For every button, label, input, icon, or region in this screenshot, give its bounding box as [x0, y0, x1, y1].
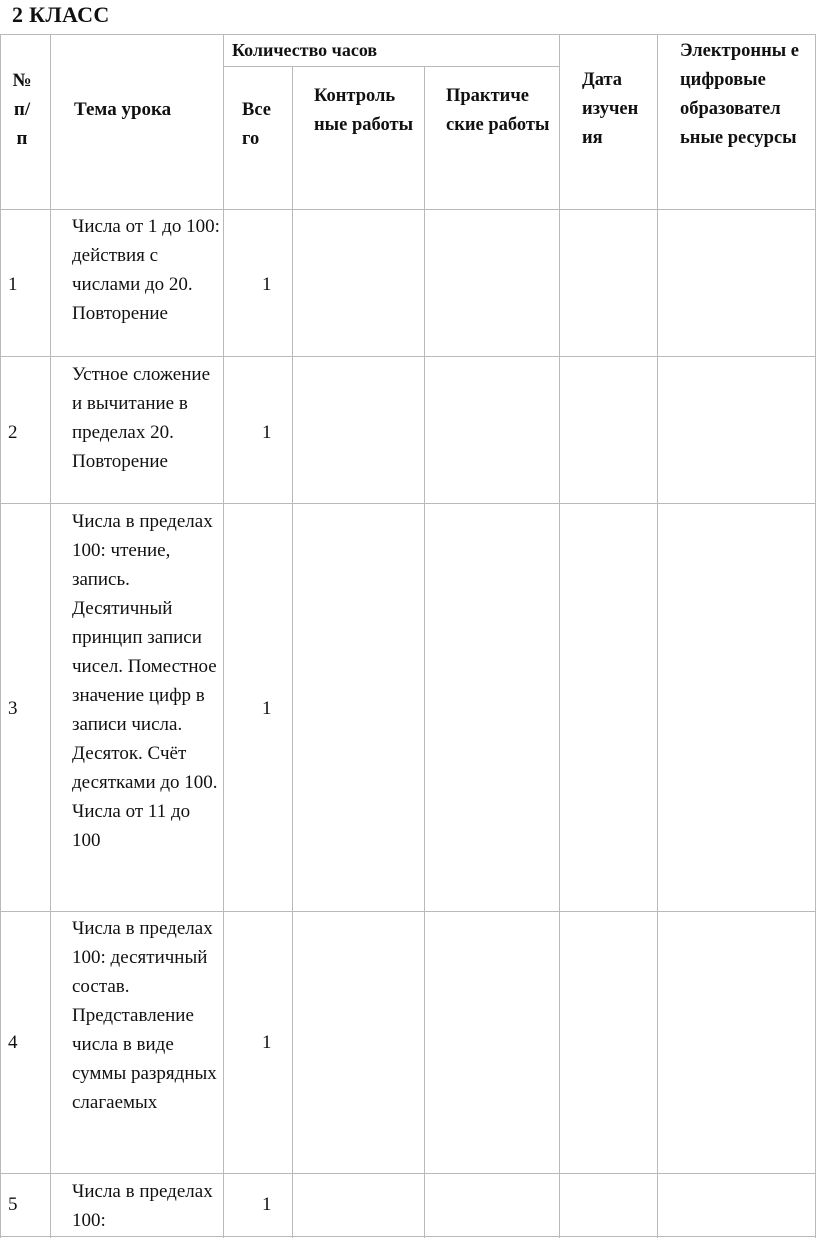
header-study-date: Дата изучен ия: [582, 70, 639, 148]
row-1-topic: Числа от 1 до 100: действия с числами до 20. Повторение: [72, 216, 220, 324]
header-practical-works: Практиче ские работы: [446, 86, 550, 135]
row-2-number: 2: [8, 422, 18, 443]
row-3-total: 1: [262, 698, 272, 719]
header-digital-resources: Электронны е цифровые образовател ьные ресурсы: [680, 41, 800, 148]
header-control-works: Контроль ные работы: [314, 86, 414, 135]
header-total: Все го: [242, 100, 271, 149]
row-4-topic: Числа в пределах 100: десятичный состав. Представление числа в виде суммы разрядных слагаемых: [72, 918, 217, 1113]
row-1-number: 1: [8, 274, 18, 295]
row-3-number: 3: [8, 698, 18, 719]
header-hours-group: Количество часов: [232, 40, 378, 60]
page-title: 2 КЛАСС: [12, 2, 110, 27]
row-4-total: 1: [262, 1032, 272, 1053]
row-5-number: 5: [8, 1194, 18, 1215]
row-5-total: 1: [262, 1194, 272, 1215]
header-number: № п/ п: [12, 70, 32, 149]
row-4-number: 4: [8, 1032, 18, 1053]
row-3-topic: Числа в пределах 100: чтение, запись. Десятичный принцип записи чисел. Поместное значение цифр в записи числа. Десяток. Счёт десятками до 100. Числа от 11 до 100: [72, 511, 218, 851]
row-2-total: 1: [262, 422, 272, 443]
header-topic: Тема урока: [74, 99, 172, 120]
row-1-total: 1: [262, 274, 272, 295]
row-5-topic: Числа в пределах 100:: [72, 1181, 213, 1231]
row-2-topic: Устное сложение и вычитание в пределах 20. Повторение: [72, 364, 211, 472]
